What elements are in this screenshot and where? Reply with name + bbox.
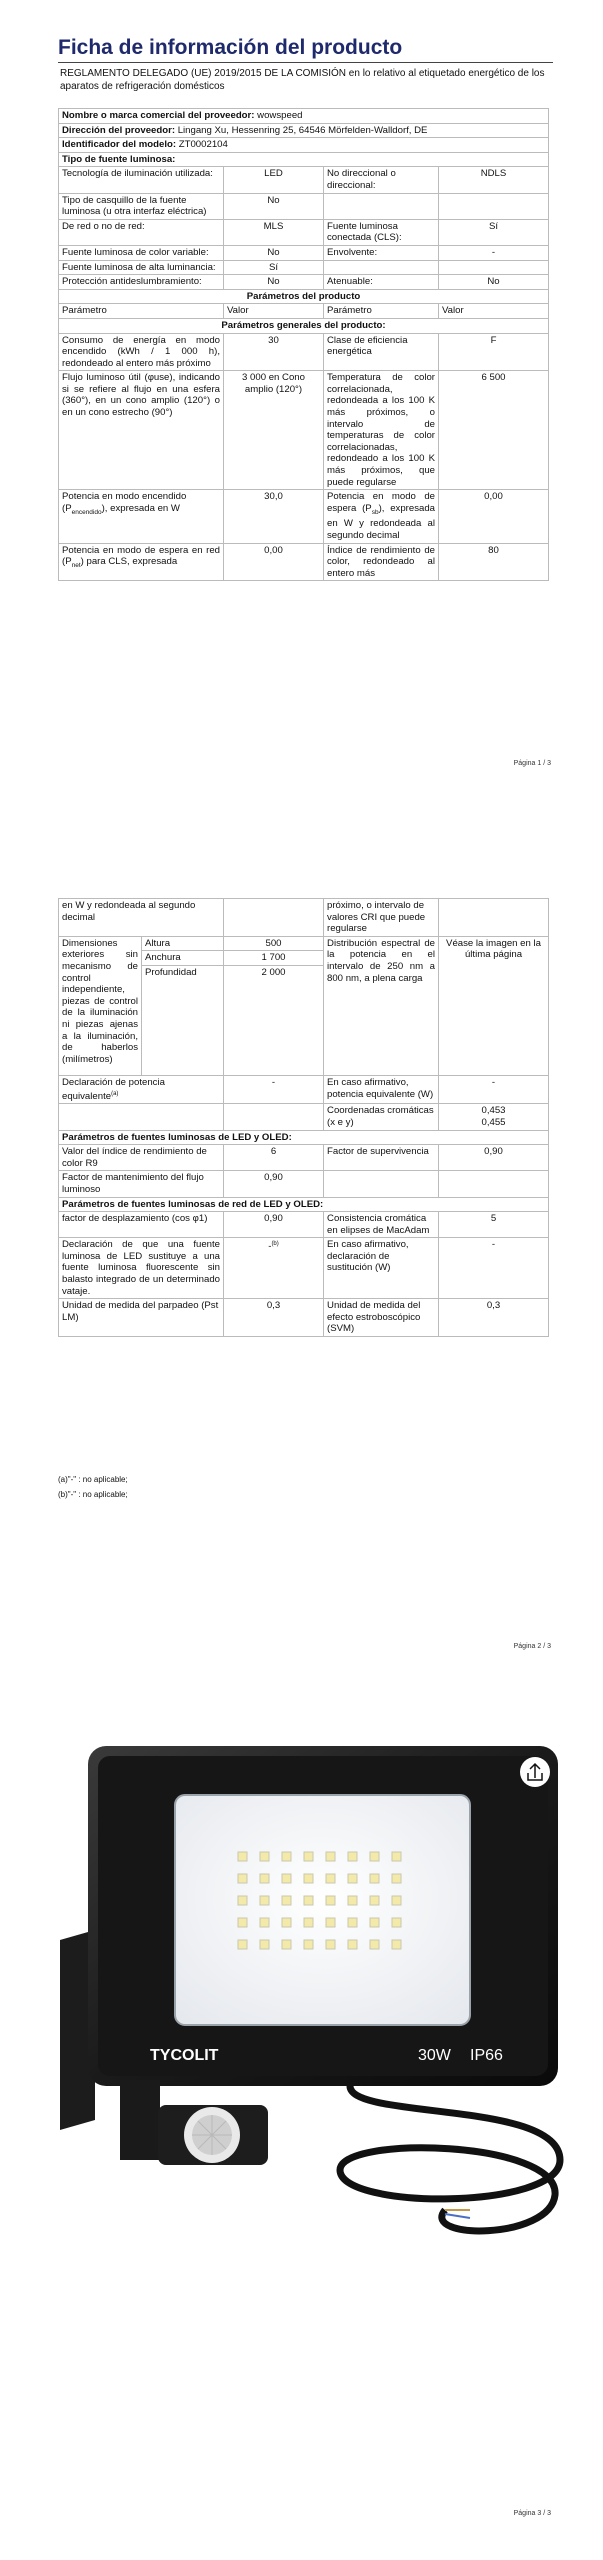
- footnote-b: (b)"-" : no aplicable;: [58, 1490, 128, 1499]
- table-row: Fuente luminosa de color variable: No Envolvente: -: [59, 245, 549, 260]
- led-chip: [282, 1896, 291, 1905]
- led-chip: [304, 1874, 313, 1883]
- led-chip: [238, 1940, 247, 1949]
- table-row: Declaración de potencia equivalente$^{(a)}$ - En caso afirmativo, potencia equivalente (W) -: [59, 1075, 549, 1103]
- led-chip: [348, 1874, 357, 1883]
- led-chip: [392, 1896, 401, 1905]
- led-chip: [392, 1940, 401, 1949]
- table-row: Tecnología de iluminación utilizada: LED No direccional o direccional: NDLS: [59, 167, 549, 193]
- led-chip: [238, 1896, 247, 1905]
- table-row: Declaración de que una fuente luminosa de LED sustituye a una fuente luminosa fluorescente sin balasto integrado de un determinado vataje. -$^{(b)}$ En caso afirmativo, declaración de sustitución (W) -: [59, 1238, 549, 1299]
- page-number: Página 2 / 3: [513, 1643, 551, 1650]
- page-number: Página 1 / 3: [513, 760, 551, 767]
- led-chip: [370, 1852, 379, 1861]
- table-row: factor de desplazamiento (cos φ1) 0,90 Consistencia cromática en elipses de MacAdam 5: [59, 1212, 549, 1238]
- led-chip: [370, 1874, 379, 1883]
- led-chip: [282, 1918, 291, 1927]
- regulation-text: REGLAMENTO DELEGADO (UE) 2019/2015 DE LA COMISIÓN en lo relativo al etiquetado energético de los aparatos de refrigeración domésticos: [60, 68, 545, 92]
- table-row: Potencia en modo de espera en red $(P_{net})$ para CLS, expresada 0,00 Índice de rendimiento de color, redondeado al entero más 80: [59, 543, 549, 581]
- led-chip: [282, 1874, 291, 1883]
- footnote-a: (a)"-" : no aplicable;: [58, 1475, 128, 1484]
- led-chip: [348, 1940, 357, 1949]
- led-chip: [326, 1896, 335, 1905]
- led-chip: [304, 1852, 313, 1861]
- led-chip: [260, 1940, 269, 1949]
- led-chip: [238, 1852, 247, 1861]
- led-chip: [326, 1918, 335, 1927]
- product-params-header: Parámetros del producto: [59, 289, 549, 304]
- led-chip: [260, 1874, 269, 1883]
- led-chip: [238, 1874, 247, 1883]
- led-chip: [326, 1852, 335, 1861]
- led-chip: [370, 1940, 379, 1949]
- table-row: Coordenadas cromáticas (x e y) 0,453 0,455: [59, 1104, 549, 1130]
- led-chip: [326, 1940, 335, 1949]
- led-chip: [260, 1918, 269, 1927]
- led-chip: [326, 1874, 335, 1883]
- led-params-header: Parámetros de fuentes luminosas de LED y OLED:: [59, 1130, 549, 1145]
- power-badge: 30W: [418, 2047, 451, 2064]
- table-row: De red o no de red: MLS Fuente luminosa conectada (CLS): Sí: [59, 219, 549, 245]
- led-chip: [392, 1918, 401, 1927]
- floodlight-photo: [0, 1740, 603, 2300]
- table-row: Tipo de casquillo de la fuente luminosa (u otra interfaz eléctrica) No: [59, 193, 549, 219]
- table-row: Dimensiones exteriores sin mecanismo de control independiente, piezas de control de la iluminación ni piezas ajenas a la iluminación, de haberlos (milímetros) Altura 500 Distribución espectral de la potencia en el intervalo de 250 nm a 800 nm, a plena carga Véase la imagen en la última página: [59, 936, 549, 951]
- led-chip: [304, 1918, 313, 1927]
- supplier-address-row: Dirección del proveedor: Lingang Xu, Hessenring 25, 64546 Mörfelden-Walldorf, DE: [59, 123, 549, 138]
- table-row: Profundidad 2 000: [59, 965, 549, 1075]
- info-table: [58, 108, 549, 581]
- source-type-header: Tipo de fuente luminosa:: [59, 152, 549, 167]
- table-row: Protección antideslumbramiento: No Atenuable: No: [59, 275, 549, 290]
- led-chip: [370, 1918, 379, 1927]
- led-chip: [348, 1896, 357, 1905]
- table-row: Factor de mantenimiento del flujo luminoso 0,90: [59, 1171, 549, 1197]
- table-row: Anchura 1 700: [59, 951, 549, 966]
- led-chip: [348, 1918, 357, 1927]
- table-row: Consumo de energía en modo encendido (kWh / 1 000 h), redondeado al entero más próximo 30 Clase de eficiencia energética F: [59, 333, 549, 371]
- supplier-name-row: Nombre o marca comercial del proveedor: wowspeed: [59, 109, 549, 124]
- table-row: Flujo luminoso útil (φuse), indicando si se refiere al flujo en una esfera (360°), en un cono amplio (120°) o en un cono estrecho (90°) 3 000 en Cono amplio (120°) Temperatura de color correlacionada, redondeada a los 100 K más próximos, o intervalo de temperaturas de color correlacionadas, redondeado a los 100 K más próximos, que puede regularse 6 500: [59, 371, 549, 490]
- model-id-row: Identificador del modelo: ZT0002104: [59, 138, 549, 153]
- brand-logo: TYCOLIT: [150, 2047, 219, 2064]
- led-chip: [238, 1918, 247, 1927]
- led-chip: [304, 1940, 313, 1949]
- led-chip: [260, 1852, 269, 1861]
- page-1: [0, 0, 603, 765]
- led-chip: [304, 1896, 313, 1905]
- led-chip: [260, 1896, 269, 1905]
- table-header-row: Parámetro Valor Parámetro Valor: [59, 304, 549, 319]
- table-row: Fuente luminosa de alta luminancia: Sí: [59, 260, 549, 275]
- led-chip: [282, 1940, 291, 1949]
- page-3: [0, 1710, 603, 2560]
- led-chip: [348, 1852, 357, 1861]
- share-icon[interactable]: [520, 1757, 550, 1787]
- table-row: Unidad de medida del parpadeo (Pst LM) 0,3 Unidad de medida del efecto estroboscópico (SVM) 0,3: [59, 1299, 549, 1337]
- led-chip: [392, 1852, 401, 1861]
- general-params-header: Parámetros generales del producto:: [59, 318, 549, 333]
- led-chip: [392, 1874, 401, 1883]
- table-row: Valor del índice de rendimiento de color R9 6 Factor de supervivencia 0,90: [59, 1145, 549, 1171]
- document-title: Ficha de información del producto: [58, 36, 553, 63]
- mains-led-params-header: Parámetros de fuentes luminosas de red de LED y OLED:: [59, 1197, 549, 1212]
- table-row: en W y redondeada al segundo decimal próximo, o intervalo de valores CRI que puede regularse: [59, 899, 549, 937]
- page-2: [0, 888, 603, 1648]
- ip-badge: IP66: [470, 2047, 503, 2064]
- table-row: Potencia en modo encendido $(P_{encendido})$, expresada en W 30,0 Potencia en modo de espera $(P_{sb})$, expresada en W y redondeada al segundo decimal 0,00: [59, 490, 549, 543]
- led-chip: [370, 1896, 379, 1905]
- page-number: Página 3 / 3: [513, 2510, 551, 2517]
- led-chip: [282, 1852, 291, 1861]
- params-table-continued: [58, 898, 549, 1337]
